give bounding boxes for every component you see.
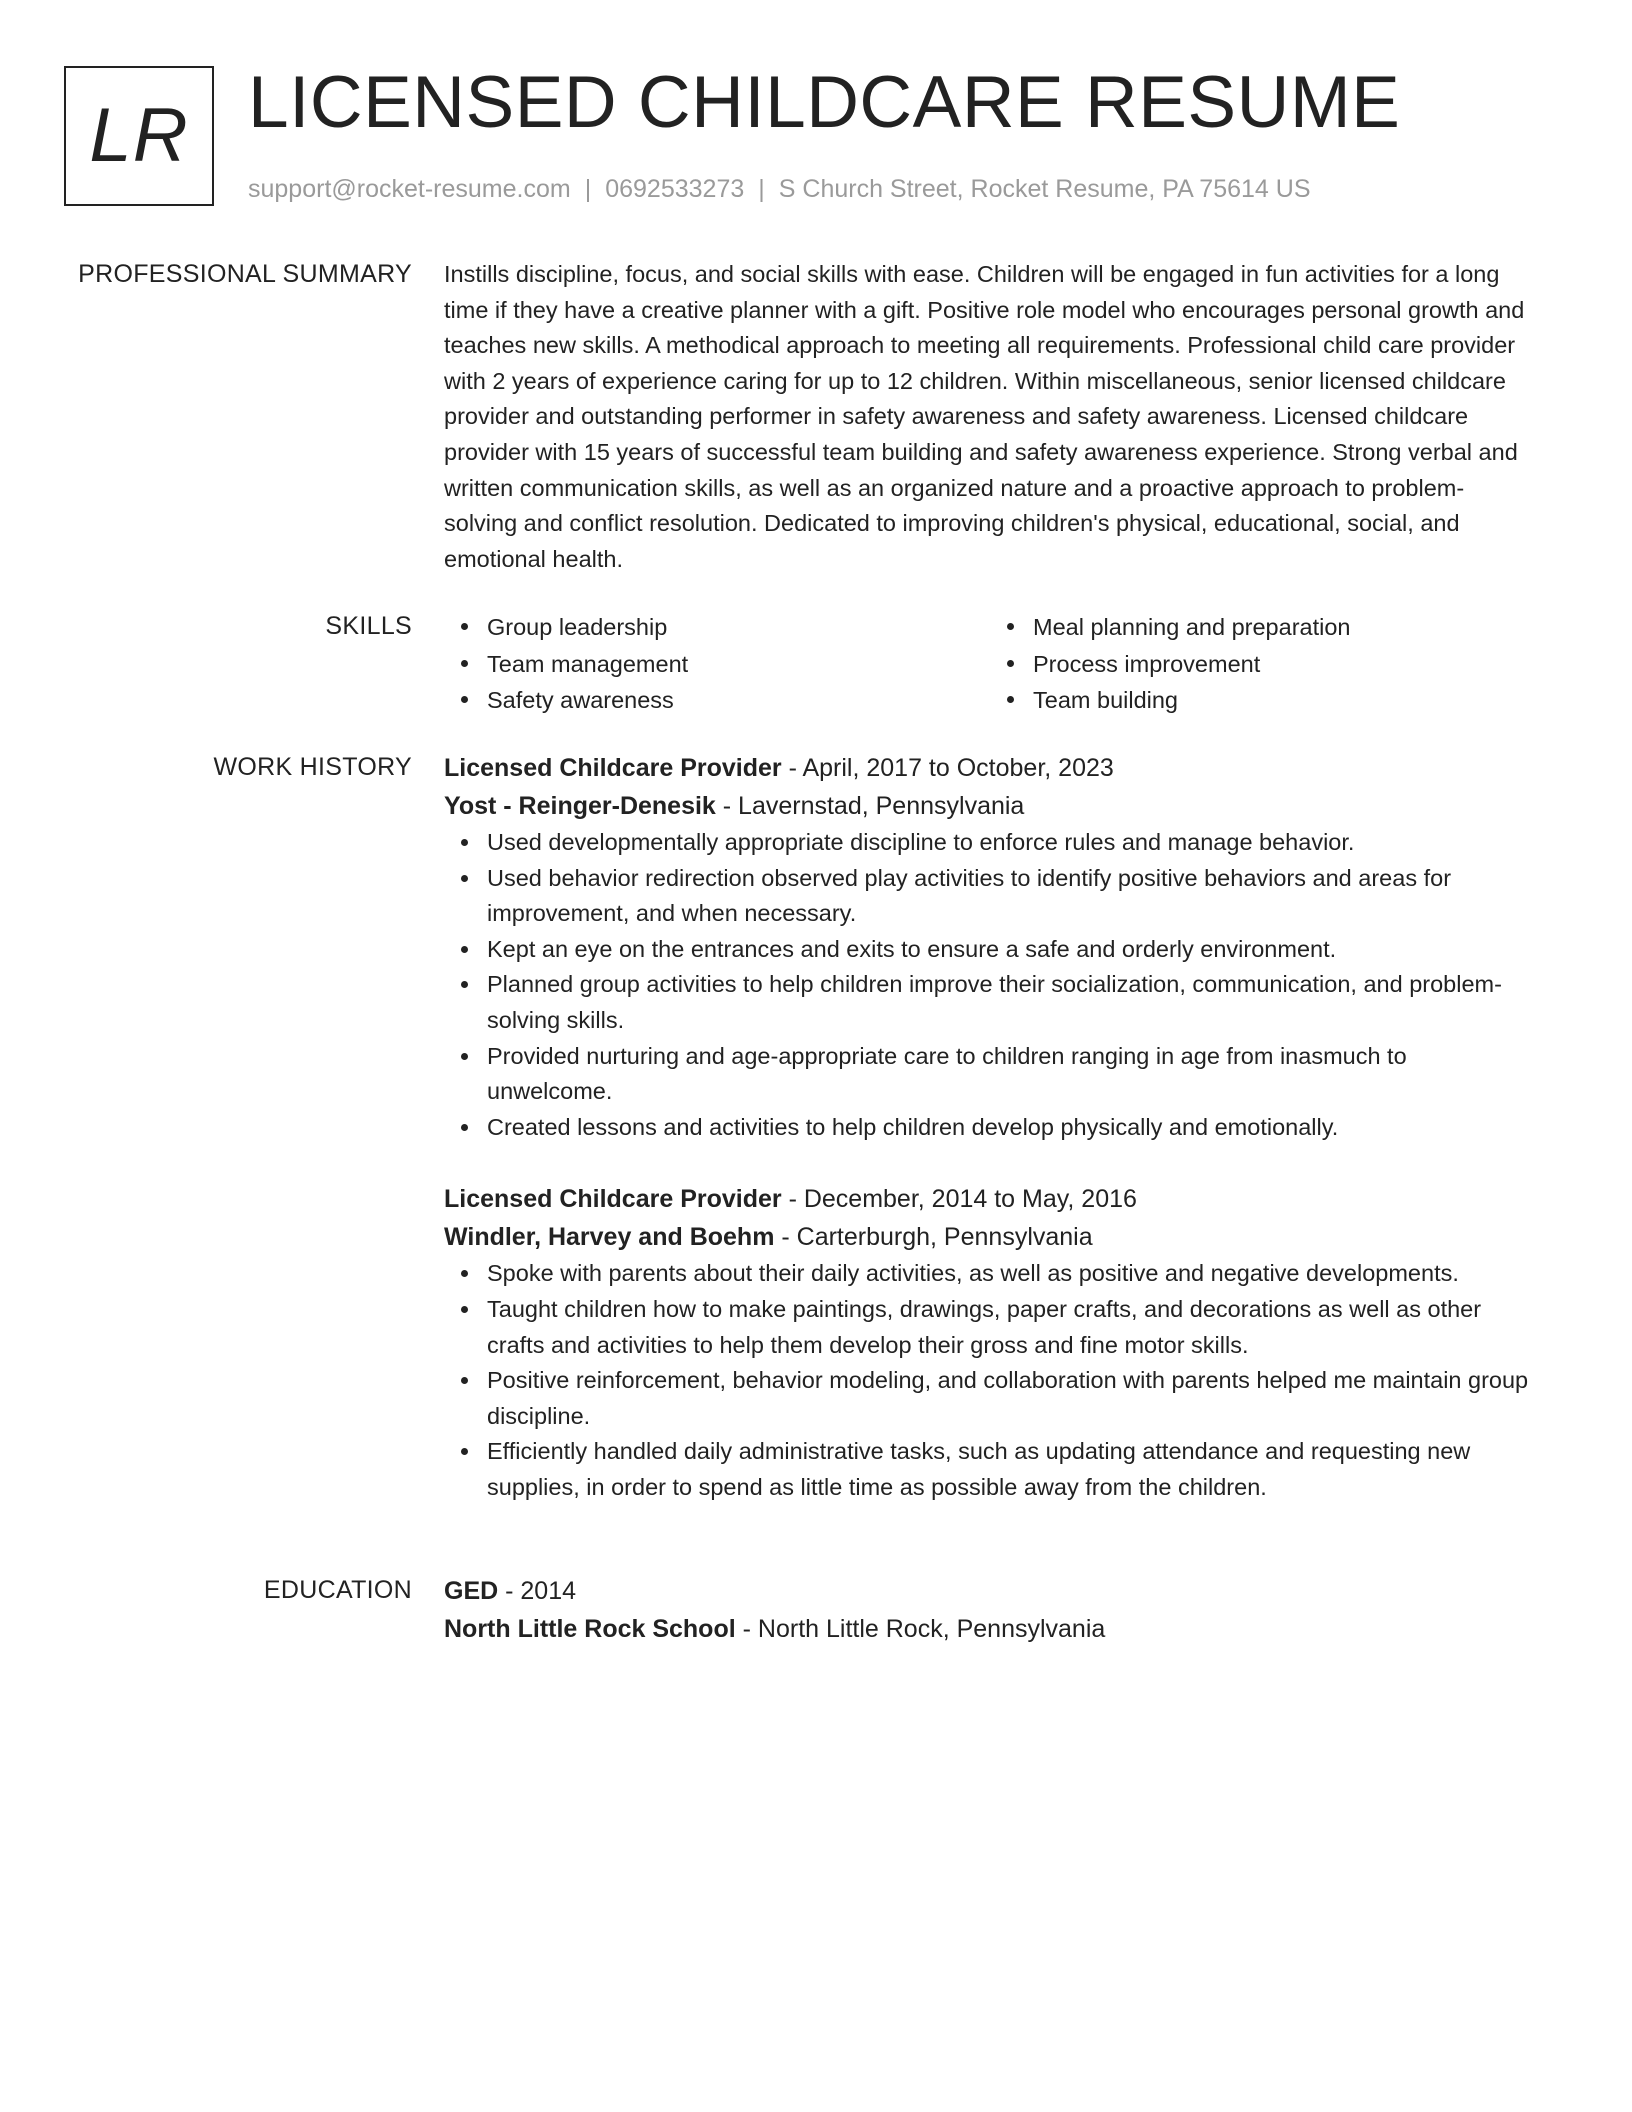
job-duties-list: [444, 1256, 1534, 1505]
skill-item: Safety awareness: [487, 682, 990, 719]
job-duty: Provided nurturing and age-appropriate care to children ranging in age from inasmuch to unwelcome.: [487, 1039, 1534, 1110]
skills-list-right: [990, 609, 1534, 719]
monogram-initials: LR: [89, 93, 189, 178]
education-school: North Little Rock School: [444, 1614, 736, 1643]
job-title: Licensed Childcare Provider: [444, 754, 782, 782]
education-label: EDUCATION: [263, 1576, 412, 1604]
education-degree: GED: [444, 1577, 499, 1605]
skill-item: Group leadership: [487, 609, 990, 646]
job-duty: Efficiently handled daily administrative tasks, such as updating attendance and requesting new supplies, in order to spend as little time as possible away from the children.: [487, 1434, 1534, 1505]
contact-phone: 0692533273: [605, 175, 745, 203]
job-entry: [444, 1181, 1534, 1505]
skills-grid: [444, 609, 1534, 719]
contact-separator: |: [758, 175, 765, 203]
job-dates: - December, 2014 to May, 2016: [781, 1185, 1137, 1214]
job-duty: Taught children how to make paintings, drawings, paper crafts, and decorations as well as other crafts and activities to help them develop their gross and fine motor skills.: [487, 1292, 1534, 1363]
work-history-body: [444, 750, 1534, 1506]
job-duty: Planned group activities to help children improve their socialization, communication, and problem-solving skills.: [487, 967, 1534, 1038]
job-title-line: [444, 750, 1534, 788]
contact-separator: |: [584, 175, 592, 203]
job-company-line: [444, 1219, 1534, 1257]
contact-address: S Church Street, Rocket Resume, PA 75614 US: [778, 175, 1311, 203]
skill-item: Process improvement: [1033, 646, 1534, 683]
job-company: Windler, Harvey and Boehm: [444, 1222, 775, 1251]
skills-label: SKILLS: [325, 612, 412, 640]
resume-title: LICENSED CHILDCARE RESUME: [248, 62, 1401, 143]
monogram-logo: [64, 66, 214, 206]
job-company: Yost - Reinger-Denesik: [444, 791, 716, 820]
contact-line: [248, 172, 1311, 206]
skill-item: Team building: [1033, 682, 1534, 719]
summary-body: [444, 257, 1534, 577]
job-duty: Spoke with parents about their daily activities, as well as positive and negative developments.: [487, 1256, 1534, 1292]
job-dates: - April, 2017 to October, 2023: [781, 754, 1114, 782]
skill-item: Meal planning and preparation: [1033, 609, 1534, 646]
job-location: - Carterburgh, Pennsylvania: [774, 1222, 1093, 1251]
job-location: - Lavernstad, Pennsylvania: [715, 791, 1025, 820]
job-duty: Positive reinforcement, behavior modeling, and collaboration with parents helped me maintain group discipline.: [487, 1363, 1534, 1434]
job-duty: Used developmentally appropriate discipline to enforce rules and manage behavior.: [487, 825, 1534, 861]
contact-email: support@rocket-resume.com: [248, 175, 571, 203]
work-history-label: WORK HISTORY: [213, 753, 412, 781]
job-title-line: [444, 1181, 1534, 1219]
job-title: Licensed Childcare Provider: [444, 1185, 782, 1214]
job-duty: Created lessons and activities to help children develop physically and emotionally.: [487, 1110, 1534, 1146]
education-school-line: [444, 1611, 1534, 1649]
job-company-line: [444, 788, 1534, 826]
summary-label: PROFESSIONAL SUMMARY: [78, 260, 412, 288]
job-duties-list: [444, 825, 1534, 1145]
job-entry: [444, 750, 1534, 1145]
education-location: - North Little Rock, Pennsylvania: [735, 1614, 1106, 1643]
summary-text: Instills discipline, focus, and social skills with ease. Children will be engaged in fun activities for a long time if they have a creative planner with a gift. Positive role model who encourages personal growth and teaches new skills. A methodical approach to meeting all requirements. Professional child care provider with 2 years of experience caring for up to 12 children. Within miscellaneous, senior licensed childcare provider and outstanding performer in safety awareness and safety awareness. Licensed childcare provider with 15 years of successful team building and safety awareness experience. Strong verbal and written communication skills, as well as an organized nature and a proactive approach to problem-solving and conflict resolution. Dedicated to improving children's physical, educational, social, and emotional health.: [444, 261, 1525, 572]
job-duty: Kept an eye on the entrances and exits to ensure a safe and orderly environment.: [487, 932, 1534, 968]
skills-body: [444, 609, 1534, 719]
skill-item: Team management: [487, 646, 990, 683]
education-body: [444, 1573, 1534, 1648]
job-duty: Used behavior redirection observed play activities to identify positive behaviors and areas for improvement, and when necessary.: [487, 861, 1534, 932]
education-year: - 2014: [498, 1577, 577, 1605]
education-degree-line: [444, 1573, 1534, 1611]
skills-list-left: [444, 609, 990, 719]
